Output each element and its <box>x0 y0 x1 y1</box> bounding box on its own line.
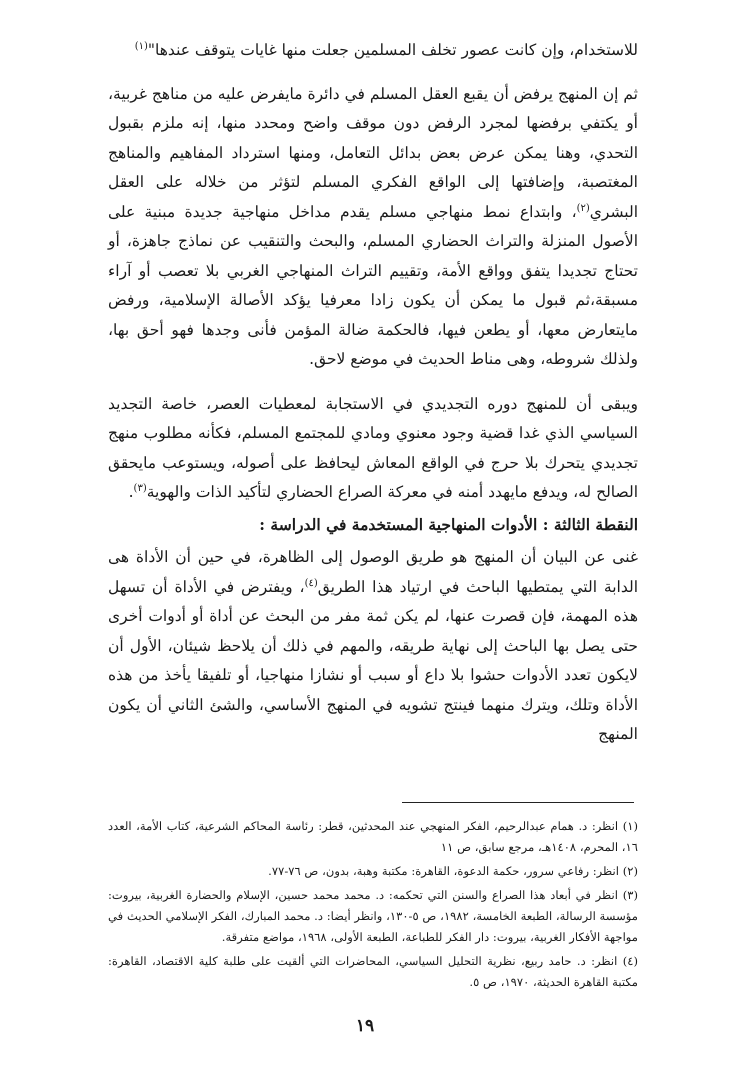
footnote-divider <box>402 802 634 803</box>
paragraph-2: ثم إن المنهج يرفض أن يقبع العقل المسلم في دائرة مايفرض عليه من مناهج غربية، أو يكتفي برفضها لمجرد الرفض دون موقف واضح ومحدد منها، إنه ملزم بقبول التحدي، وهنا يمكن عرض بعض بدائل التعامل، ومنها استرداد المفاهيم والمناهج المغتصبة، وإضافتها إلى الواقع الفكري المسلم لتؤثر من خلاله على العقل البشري$^{(٢)}$، وابتداع نمط منهاجي مسلم يقدم مداخل منهاجية جديدة مبنية على الأصول المنزلة والتراث الحضاري المسلم، والبحث والتنقيب عن نماذج جاهزة، أو تحتاج تجديدا يتفق وواقع الأمة، وتقييم التراث المنهاجي الغربي بلا تعصب أو آراء مسبقة،ثم قبول ما يمكن أن يكون زادا معرفيا يؤكد الأصالة الإسلامية، ورفض مايتعارض معها، أو يطعن فيها، فالحكمة ضالة المؤمن فأنى وجدها فهو أحق بها، ولذلك شروطه، وهى مناط الحديث في موضع لاحق. <box>108 84 638 368</box>
footnotes <box>108 816 638 996</box>
footnote-2: (٢) انظر: رفاعي سرور، حكمة الدعوة، القاهرة: مكتبة وهبة، بدون، ص ٧٦-٧٧. <box>268 864 638 878</box>
heading-text: : الأدوات المنهاجية المستخدمة في الدراسة : <box>259 514 549 534</box>
footnote-4: (٤) انظر: د. حامد ربيع، نظرية التحليل السياسي، المحاضرات التي ألقيت على طلبة كلية الاقتصاد، القاهرة: مكتبة القاهرة الحديثة، ١٩٧٠، ص ٥. <box>108 954 638 989</box>
footnote-number: (١) <box>622 819 638 833</box>
footnote-ref-3: (٣) <box>133 482 147 494</box>
footnote-ref-1: (١) <box>134 40 148 52</box>
page-number: ١٩ <box>355 1016 375 1036</box>
section-heading <box>108 510 638 540</box>
footnote-3: (٣) انظر في أبعاد هذا الصراع والسنن التي تحكمه: د. محمد محمد حسين، الإسلام والحضارة الغربية، بيروت: مؤسسة الرسالة، الطبعة الخامسة، ١٩٨٢، ص ٥-١٣٠، وانظر أيضا: د. محمد المبارك، الفكر الإسلامي الحديث في مواجهة الأفكار الغربية، بيروت: دار الفكر للطباعة، الطبعة الأولى، ١٩٦٨، مواضع متفرقة. <box>108 888 639 944</box>
paragraph-3: ويبقى أن للمنهج دوره التجديدي في الاستجابة لمعطيات العصر، خاصة التجديد السياسي الذي غدا قضية وجود معنوي ومادي للمجتمع المسلم، فكأنه مطلوب منهج تجديدي يتحرك بلا حرج في الواقع المعاش ليحافظ على أصوله، ويستوعب مايحقق الصالح له، ويدفع مايهدد أمنه في معركة الصراع الحضاري لتأكيد الذات والهوية$^{(٣)}$. <box>108 394 638 501</box>
footnote-number: (٤) <box>622 954 638 968</box>
footnote-ref-2: (٢) <box>576 202 590 214</box>
footnote-1: (١) انظر: د. همام عبدالرحيم، الفكر المنهجي عند المحدثين، قطر: رئاسة المحاكم الشرعية، كتاب الأمة، العدد ١٦، المحرم، ١٤٠٨هـ، مرجع سابق، ص ١١ <box>108 819 638 854</box>
paragraph-4: غنى عن البيان أن المنهج هو طريق الوصول إلى الظاهرة، في حين أن الأداة هى الدابة التي يمتطيها الباحث في ارتياد هذا الطريق$^{(٤)}$، ويفترض في الأداة أن تسهل هذه المهمة، فإن قصرت عنها، لم يكن ثمة مفر من البحث عن أداة أو أدوات أخرى حتى يصل بها الباحث إلى نهاية طريقه، والمهم في ذلك أن يلاحظ شيئان، الأول أن لايكون تعدد الأدوات حشوا بلا داع أو سبب أو نشازا منهاجيا، أو تلفيقا يأخذ من هذه الأداة وتلك، ويترك منهما فينتج تشويه في المنهج الأساسي، والشئ الثاني أن يكون المنهج <box>108 548 638 743</box>
footnote-number: (٢) <box>622 864 638 878</box>
paragraph-1: للاستخدام، وإن كانت عصور تخلف المسلمين جعلت منها غايات يتوقف عندها"$^{(١)}$ <box>134 40 638 59</box>
footnote-ref-4: (٤) <box>304 577 318 589</box>
footnote-number: (٣) <box>622 888 638 902</box>
body-text <box>108 36 638 750</box>
heading-label: النقطة الثالثة <box>553 514 638 534</box>
